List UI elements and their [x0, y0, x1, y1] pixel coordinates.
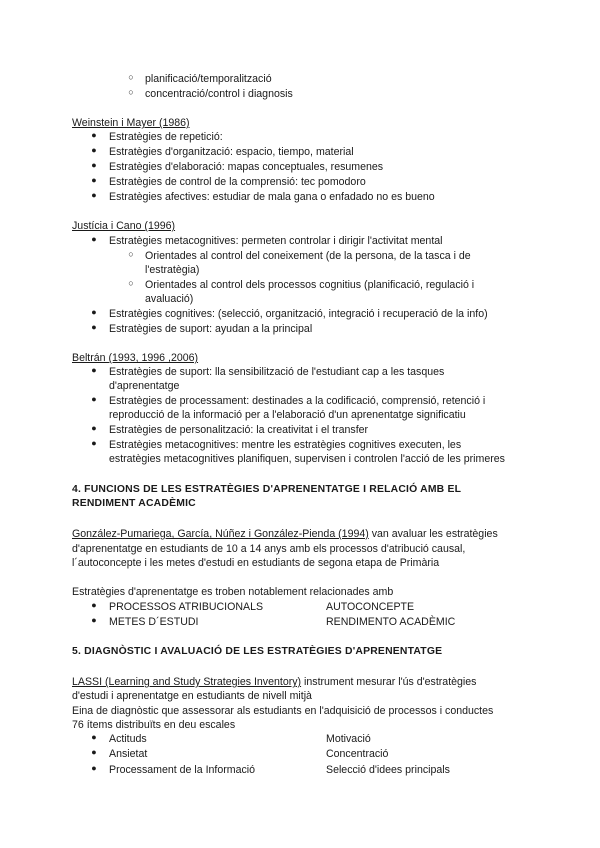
- list-item-right: Concentració: [326, 748, 389, 760]
- section5-title: 5. DIAGNÒSTIC I AVALUACIÓ DE LES ESTRATÈGIES D'APRENENTATGE: [72, 646, 443, 657]
- list-item-right: Selecció d'idees principals: [326, 764, 450, 776]
- bullet-icon: ●: [91, 160, 97, 170]
- bullet-icon: ●: [91, 190, 97, 200]
- list-item: Processament de la Informació: [109, 764, 256, 776]
- paragraph-line: 76 ítems distribuïts en deu escales: [72, 719, 236, 731]
- section4-title: 4. FUNCIONS DE LES ESTRATÈGIES D'APRENENTATGE I RELACIÓ AMB EL: [72, 484, 462, 495]
- list-item: Ansietat: [109, 748, 148, 760]
- paragraph: Estratègies d'aprenentatge es troben notablement relacionades amb: [72, 586, 394, 598]
- sub-list-item: Orientades al control dels processos cognitius (planificació, regulació i: [145, 279, 475, 291]
- bullet-icon: ●: [91, 145, 97, 155]
- circle-bullet-icon: ○: [128, 72, 134, 82]
- list-item: Estratègies de personalització: la creativitat i el transfer: [109, 424, 369, 436]
- bullet-icon: ●: [91, 747, 97, 757]
- lassi-link: LASSI (Learning and Study Strategies Inventory): [72, 676, 302, 688]
- list-item: Estratègies cognitives: (selecció, organització, integració i recuperació de la info): [109, 308, 488, 320]
- bullet-icon: ●: [91, 438, 97, 448]
- paragraph-line: d'aprenentatge en estudiants de 10 a 14 anys amb els processos d'atribució causal,: [72, 543, 466, 555]
- beltran-heading: Beltrán (1993, 1996 ,2006): [72, 352, 199, 364]
- list-item: Estratègies de suport: ayudan a la principal: [109, 323, 313, 335]
- bullet-icon: ●: [91, 600, 97, 610]
- list-item-cont: estratègies metacognitives planifiquen, supervisen i controlen l'acció de les primeres: [109, 453, 505, 465]
- list-item-right: AUTOCONCEPTE: [326, 601, 415, 613]
- sub-list-item-cont: l'estratègia): [145, 264, 200, 276]
- sub-list-item-cont: avaluació): [145, 293, 194, 305]
- list-item: Estratègies de repetició:: [109, 131, 223, 143]
- paragraph-line: Eina de diagnòstic que assessorar als estudiants en l'adquisició de processos i conductes: [72, 705, 494, 717]
- weinstein-heading: Weinstein i Mayer (1986): [72, 117, 190, 129]
- paragraph-text: instrument mesurar l'ús d'estratègies: [301, 676, 477, 688]
- circle-bullet-icon: ○: [128, 87, 134, 97]
- bullet-icon: ●: [91, 175, 97, 185]
- bullet-icon: ●: [91, 365, 97, 375]
- bullet-icon: ●: [91, 394, 97, 404]
- list-item: Estratègies de processament: destinades a la codificació, comprensió, retenció i: [109, 395, 486, 407]
- paragraph: [72, 527, 498, 541]
- list-item: concentració/control i diagnosis: [145, 88, 293, 100]
- list-item: Estratègies de suport: lla sensibilització de l'estudiant cap a les tasques: [109, 366, 445, 378]
- bullet-icon: ●: [91, 732, 97, 742]
- list-item: Estratègies d'elaboració: mapas conceptuales, resumenes: [109, 161, 384, 173]
- bullet-icon: ●: [91, 423, 97, 433]
- sub-list-item: Orientades al control del coneixement (de la persona, de la tasca i de: [145, 250, 471, 262]
- list-item: Estratègies afectives: estudiar de mala gana o enfadado no es bueno: [109, 191, 435, 203]
- list-item-cont: reproducció de la informació per a l'elaboració d'un aprenentatge significatiu: [109, 409, 466, 421]
- circle-bullet-icon: ○: [128, 278, 134, 288]
- reference-link: González-Pumariega, García, Núñez i González-Pienda (1994): [72, 528, 369, 540]
- section4-title-cont: RENDIMENT ACADÈMIC: [72, 498, 196, 509]
- bullet-icon: ●: [91, 234, 97, 244]
- paragraph: [72, 675, 476, 689]
- list-item: PROCESSOS ATRIBUCIONALS: [109, 601, 264, 613]
- list-item: METES D´ESTUDI: [109, 616, 199, 628]
- list-item: Estratègies metacognitives: permeten controlar i dirigir l'activitat mental: [109, 235, 443, 247]
- circle-bullet-icon: ○: [128, 249, 134, 259]
- list-item: Estratègies d'organització: espacio, tiempo, material: [109, 146, 354, 158]
- list-item: Actituds: [109, 733, 147, 745]
- list-item: planificació/temporalització: [145, 73, 272, 85]
- paragraph-line: d'estudi i aprenentatge en estudiants de nivell mitjà: [72, 690, 312, 702]
- list-item: Estratègies metacognitives: mentre les estratègies cognitives executen, les: [109, 439, 462, 451]
- bullet-icon: ●: [91, 130, 97, 140]
- bullet-icon: ●: [91, 615, 97, 625]
- justicia-heading: Justícia i Cano (1996): [72, 220, 176, 232]
- paragraph-line: l´autoconcepte i les metes d'estudi en estudiants de segona etapa de Primària: [72, 557, 440, 569]
- list-item-cont: d'aprenentatge: [109, 380, 180, 392]
- bullet-icon: ●: [91, 763, 97, 773]
- bullet-icon: ●: [91, 307, 97, 317]
- paragraph-text: van avaluar les estratègies: [368, 528, 498, 540]
- bullet-icon: ●: [91, 322, 97, 332]
- list-item-right: RENDIMENTO ACADÈMIC: [326, 616, 456, 628]
- list-item: Estratègies de control de la comprensió: tec pomodoro: [109, 176, 366, 188]
- list-item-right: Motivació: [326, 733, 371, 745]
